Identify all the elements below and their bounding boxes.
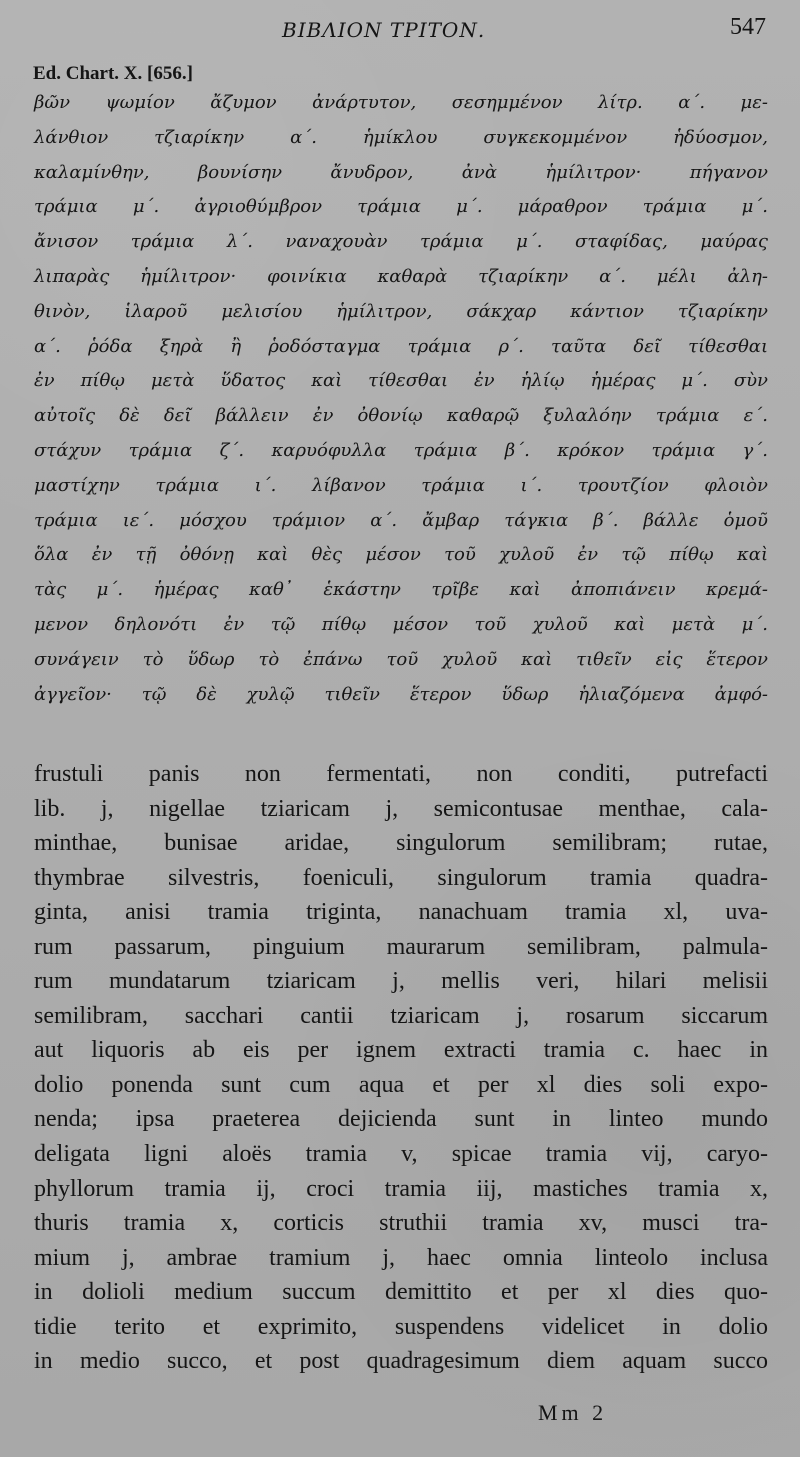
greek-line: ἄνισον τράμια λ΄. ναναχουὰν τράμια μ΄. σταφίδας, μαύρας	[34, 231, 768, 253]
greek-line: λιπαρὰς ἡμίλιτρον· φοινίκια καθαρὰ τζιαρίκην α΄. μέλι ἀλη-	[34, 265, 768, 287]
signature-mark: Mm 2	[538, 1400, 608, 1425]
greek-line: στάχυν τράμια ζ΄. καρυόφυλλα τράμια β΄. κρόκον τράμια γ΄.	[34, 439, 768, 461]
latin-line: mium j, ambrae tramium j, haec omnia linteolo inclusa	[34, 1244, 768, 1271]
latin-line: deligata ligni aloës tramia v, spicae tramia vij, caryo-	[34, 1141, 768, 1168]
latin-line: nenda; ipsa praeterea dejicienda sunt in linteo mundo	[34, 1106, 768, 1133]
greek-line: τὰς μ΄. ἡμέρας καθ᾽ ἑκάστην τρῖβε καὶ ἀποπιάνειν κρεμά-	[34, 579, 768, 601]
latin-line: frustuli panis non fermentati, non conditi, putrefacti	[34, 761, 768, 787]
greek-line: ἐν πίθῳ μετὰ ὕδατος καὶ τίθεσθαι ἐν ἡλίῳ ἡμέρας μ΄. σὺν	[34, 370, 768, 392]
latin-line: semilibram, sacchari cantii tziaricam j, rosarum siccarum	[34, 1002, 768, 1029]
greek-line: ἀγγεῖον· τῷ δὲ χυλῷ τιθεῖν ἕτερον ὕδωρ ἡλιαζόμενα ἀμφό-	[34, 683, 768, 705]
latin-line: dolio ponenda sunt cum aqua et per xl dies soli expo-	[34, 1071, 768, 1098]
greek-line: μενον δηλονότι ἐν τῷ πίθῳ μέσον τοῦ χυλοῦ καὶ μετὰ μ΄.	[34, 613, 768, 635]
latin-translation-block	[34, 757, 768, 1379]
latin-line: minthae, bunisae aridae, singulorum semilibram; rutae,	[34, 830, 768, 857]
greek-line: καλαμίνθην, βουνίσην ἄνυδρον, ἀνὰ ἡμίλιτρον· πήγανον	[34, 161, 768, 183]
latin-line: tidie terito et exprimito, suspendens videlicet in dolio	[34, 1313, 768, 1340]
latin-line: thymbrae silvestris, foeniculi, singulorum tramia quadra-	[34, 864, 768, 891]
page-number: 547	[730, 14, 766, 40]
greek-line: συνάγειν τὸ ὕδωρ τὸ ἐπάνω τοῦ χυλοῦ καὶ τιθεῖν εἰς ἕτερον	[34, 648, 768, 670]
running-head: ΒΙΒΛΙΟΝ ΤΡΙΤΟΝ.	[282, 18, 486, 42]
latin-line: in dolioli medium succum demittito et per xl dies quo-	[34, 1279, 768, 1306]
latin-line: rum mundatarum tziaricam j, mellis veri, hilari melisii	[34, 968, 768, 995]
latin-line: rum passarum, pinguium maurarum semilibram, palmula-	[34, 933, 768, 960]
edition-reference: Ed. Chart. X. [656.]	[33, 63, 193, 84]
greek-line: θινὸν, ἱλαροῦ μελισίου ἡμίλιτρον, σάκχαρ κάντιον τζιαρίκην	[34, 300, 768, 322]
greek-line: τράμια ιε΄. μόσχου τράμιον α΄. ἄμβαρ τάγκια β΄. βάλλε ὁμοῦ	[34, 509, 768, 531]
greek-text-block	[34, 86, 768, 712]
greek-line: βῶν ψωμίον ἄζυμον ἀνάρτυτον, σεσημμένον λίτρ. α΄. με-	[34, 92, 768, 113]
greek-line: τράμια μ΄. ἀγριοθύμβρον τράμια μ΄. μάραθρον τράμια μ΄.	[34, 196, 768, 218]
greek-line: λάνθιον τζιαρίκην α΄. ἡμίκλου συγκεκομμένον ἡδύοσμον,	[34, 126, 768, 148]
latin-line: ginta, anisi tramia triginta, nanachuam tramia xl, uva-	[34, 899, 768, 926]
latin-line: in medio succo, et post quadragesimum diem aquam succo	[34, 1348, 768, 1375]
greek-line: α΄. ῥόδα ξηρὰ ἢ ῥοδόσταγμα τράμια ρ΄. ταῦτα δεῖ τίθεσθαι	[34, 335, 768, 357]
greek-line: ὅλα ἐν τῇ ὀθόνῃ καὶ θὲς μέσον τοῦ χυλοῦ ἐν τῷ πίθῳ καὶ	[34, 544, 768, 566]
greek-line: μαστίχην τράμια ι΄. λίβανον τράμια ι΄. τρουτζίον φλοιὸν	[34, 474, 768, 496]
latin-line: thuris tramia x, corticis struthii tramia xv, musci tra-	[34, 1210, 768, 1237]
latin-line: lib. j, nigellae tziaricam j, semicontusae menthae, cala-	[34, 795, 768, 822]
greek-line: αὐτοῖς δὲ δεῖ βάλλειν ἐν ὀθονίῳ καθαρῷ ξυλαλόην τράμια ε΄.	[34, 405, 768, 427]
latin-line: aut liquoris ab eis per ignem extracti tramia c. haec in	[34, 1037, 768, 1064]
latin-line: phyllorum tramia ij, croci tramia iij, mastiches tramia x,	[34, 1175, 768, 1202]
